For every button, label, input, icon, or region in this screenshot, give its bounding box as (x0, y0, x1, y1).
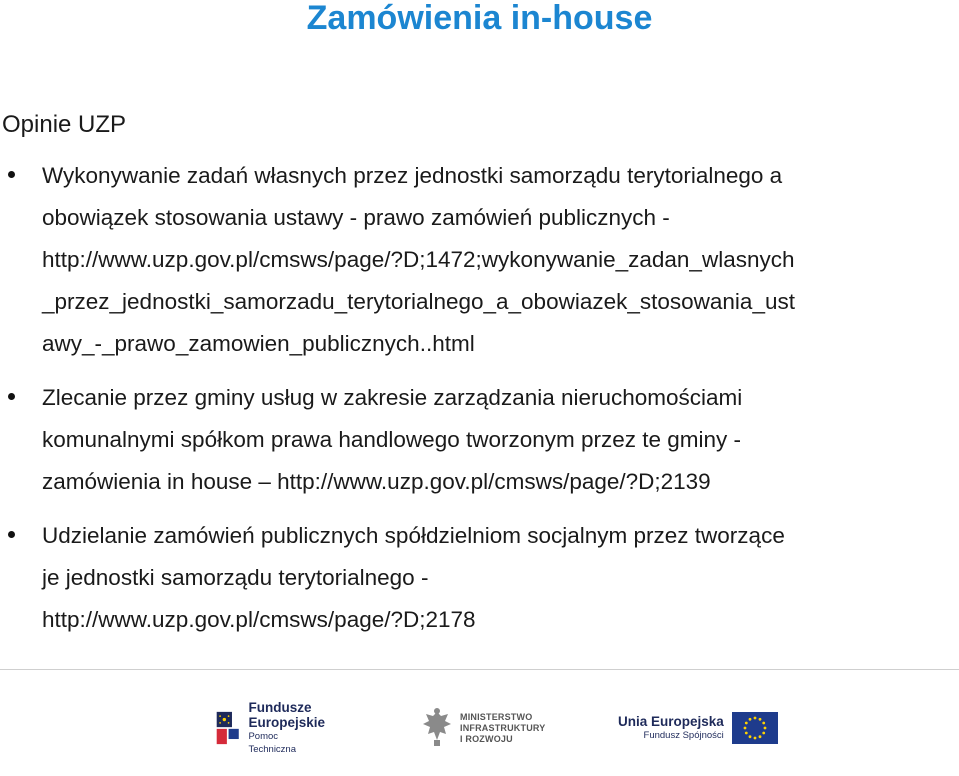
section-heading: Opinie UZP (2, 111, 127, 138)
bullet-link-line[interactable]: http://www.uzp.gov.pl/cmsws/page/?D;1472;wykonywanie_zadan_wlasnych (42, 247, 795, 272)
eu-logo-text (618, 714, 724, 742)
ministry-logo-text (460, 712, 545, 745)
bullet-line: komunalnymi spółkom prawa handlowego tworzonym przez te gminy - (42, 427, 742, 452)
ministry-line1: MINISTERSTWO (460, 711, 533, 722)
fe-line2: Europejskie (248, 715, 325, 730)
footer-logos (0, 700, 959, 760)
bullet-item (0, 377, 959, 503)
fundusze-europejskie-logo (215, 700, 325, 756)
bullet-icon (8, 171, 15, 178)
bullet-icon (8, 531, 15, 538)
bullet-link-line[interactable]: awy_-_prawo_zamowien_publicznych..html (42, 331, 475, 356)
eu-flag-icon (732, 712, 778, 744)
unia-europejska-logo (618, 700, 778, 756)
ministry-logo (420, 700, 560, 756)
eagle-emblem-icon (420, 706, 454, 750)
eu-line2: Fundusz Spójności (643, 730, 724, 741)
bullet-item (0, 515, 959, 641)
bullet-line: obowiązek stosowania ustawy - prawo zamówień publicznych - (42, 205, 670, 230)
fe-line3: Pomoc Techniczna (248, 731, 296, 755)
bullet-list (0, 155, 959, 651)
bullet-link-line[interactable]: http://www.uzp.gov.pl/cmsws/page/?D;2178 (42, 607, 476, 632)
footer-divider (0, 669, 959, 670)
bullet-link-line[interactable]: zamówienia in house – http://www.uzp.gov.pl/cmsws/page/?D;2139 (42, 469, 711, 494)
eu-line1: Unia Europejska (618, 714, 724, 729)
ministry-line2: INFRASTRUKTURY (460, 722, 546, 733)
bullet-line: Wykonywanie zadań własnych przez jednostki samorządu terytorialnego a (42, 163, 783, 188)
fe-line1: Fundusze (248, 700, 312, 715)
bullet-line: Zlecanie przez gminy usług w zakresie zarządzania nieruchomościami (42, 385, 743, 410)
ministry-line3: I ROZWOJU (460, 733, 513, 744)
fe-logo-text (248, 700, 325, 756)
fe-emblem-icon (215, 707, 240, 749)
slide-title: Zamówienia in-house (306, 0, 653, 37)
bullet-item (0, 155, 959, 365)
bullet-line: je jednostki samorządu terytorialnego - (42, 565, 429, 590)
bullet-icon (8, 393, 15, 400)
bullet-line: Udzielanie zamówień publicznych spółdzielniom socjalnym przez tworzące (42, 523, 785, 548)
bullet-link-line[interactable]: _przez_jednostki_samorzadu_terytorialnego_a_obowiazek_stosowania_ust (42, 289, 795, 314)
